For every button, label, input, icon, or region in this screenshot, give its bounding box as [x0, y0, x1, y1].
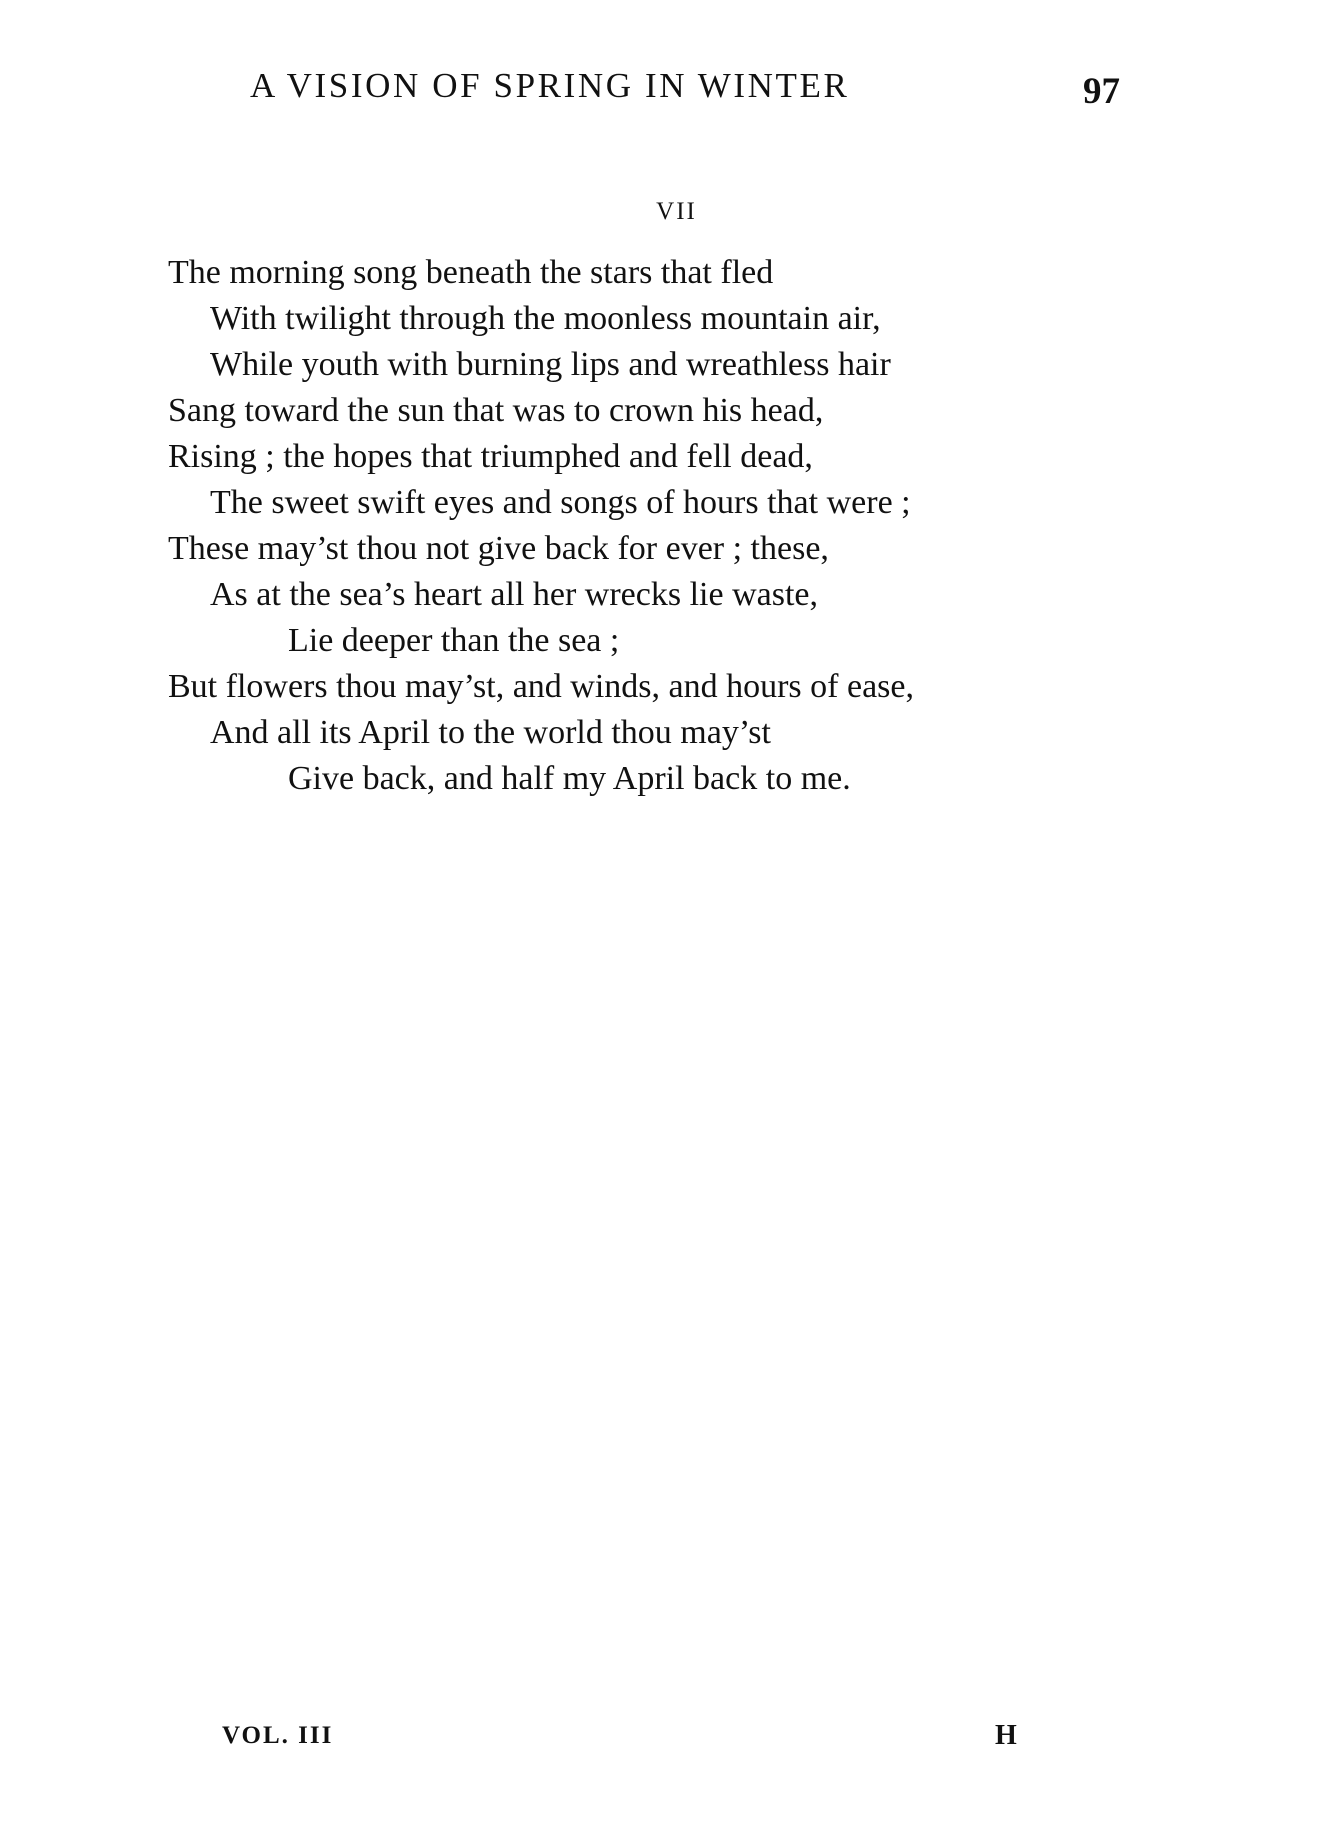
poem-line: Lie deeper than the sea ; [288, 622, 620, 659]
running-title: A VISION OF SPRING IN WINTER [250, 66, 850, 105]
section-heading [0, 198, 1343, 226]
section-number: VII [656, 198, 697, 225]
poem-line: These may’st thou not give back for ever ; these, [168, 530, 829, 567]
poem-line: Sang toward the sun that was to crown his head, [168, 392, 824, 429]
poem-line: Rising ; the hopes that triumphed and fell dead, [168, 438, 813, 475]
poem-line: As at the sea’s heart all her wrecks lie waste, [210, 576, 818, 613]
poem-line: Give back, and half my April back to me. [288, 760, 851, 797]
page-footer [222, 1722, 1022, 1762]
poem-line: The sweet swift eyes and songs of hours that were ; [210, 484, 911, 521]
signature-mark: H [995, 1720, 1017, 1751]
poem-line: With twilight through the moonless mountain air, [210, 300, 881, 337]
page-number: 97 [1083, 71, 1120, 112]
poem-line: The morning song beneath the stars that fled [168, 254, 774, 291]
poem-line: While youth with burning lips and wreathless hair [210, 346, 891, 383]
poem-stanza [168, 250, 1148, 802]
poem-line: And all its April to the world thou may’st [210, 714, 771, 751]
volume-label: VOL. III [222, 1722, 334, 1749]
running-head [250, 66, 1120, 116]
poem-line: But flowers thou may’st, and winds, and hours of ease, [168, 668, 914, 705]
